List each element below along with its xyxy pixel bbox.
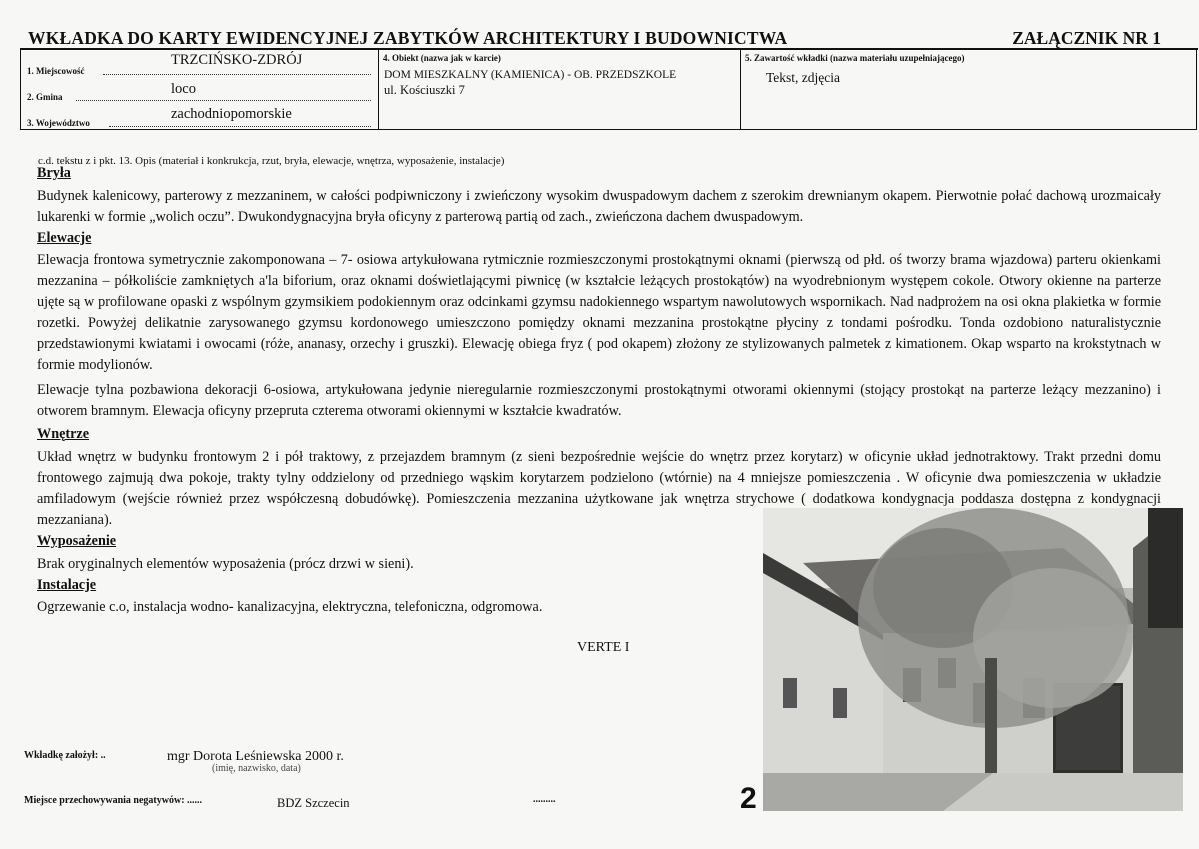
- object-box: [379, 50, 741, 130]
- object-name: DOM MIESZKALNY (KAMIENICA) - OB. PRZEDSZKOLE: [384, 69, 677, 81]
- heading-elewacje: Elewacje: [37, 230, 92, 246]
- paragraph-wnetrze: Układ wnętrz w budynku frontowym 2 i pół traktowy, z przejazdem bramnym (z sieni bezpośrednie wejście do wnętrz przez korytarz) w oficynie układ jednotraktowy. Trakt przedni domu frontowego zajmują dwa pokoje, trakty tylny oddzielony od przedniego wąskim korytarzem podzielono (wtórnie) na 4 mniejsze pomieszczenia . W oficynie dwa pomieszczenia w układzie amfiladowym (wejście również przez współczesną dobudówkę). Pomieszczenia mezzanina użytkowane jak wnętrza strychowe ( dodatkowa kondygnacja poddasza dostępna z kondygnacji mezzaniana).: [37, 449, 1161, 528]
- author-label: Wkładkę założył: ..: [24, 750, 106, 761]
- footer-dots: .........: [533, 794, 556, 805]
- locality-dots: [103, 74, 371, 75]
- object-address: ul. Kościuszki 7: [384, 83, 465, 97]
- voivodeship-value: zachodniopomorskie: [171, 106, 292, 122]
- negatives-value: BDZ Szczecin: [277, 796, 350, 810]
- continuation-note: c.d. tekstu z i pkt. 13. Opis (materiał i konkrukcja, rzut, bryła, elewacje, wnętrza, wyposażenie, instalacje): [38, 155, 505, 167]
- commune-value: loco: [171, 81, 196, 97]
- commune-label: 2. Gmina: [27, 92, 63, 102]
- paragraph-elewacje: Elewacja frontowa symetrycznie zakomponowana – 7- osiowa artykułowana rytmicznie rozmieszczonymi prostokątnymi oknami (pierwszą od płd. oś tworzy brama wjazdowa) parteru okienkami mezzanina – półkoliście zamkniętych a'la biforium, oraz oknami doświetlającymi piwnicę (w kształcie leżących prostokątów) na wyodrebnionym występem cokole. Otwory okienne na parterze ujęte są w profilowane opaski z wspólnym gzymsikiem podokiennym oraz odcinkami gzymsu nadokiennego wspartym nawolutowych wspornikach. Nad nadprożem na osi okna plakietka w formie rozetki. Powyżej delikatnie zarysowanego gzymsu kordonowego umieszczono pomiędzy oknami mezzanina prostokątne płyciny z tondami pośrodku. Tonda ozdobiono naturalistycznie przedstawionymi kwiatami i owocami (róże, ananasy, orzechy i gruszki). Elewację obiega fryz ( pod okapem) złożony ze stylizowanych palmetek z kimationem. Okap wsparto na krokstytnach w formie modylionów.: [37, 252, 1161, 373]
- contents-value: Tekst, zdjęcia: [766, 70, 841, 85]
- paragraph-wyposazenie: Brak oryginalnych elementów wyposażenia (prócz drzwi w sieni).: [37, 556, 414, 572]
- form-title: WKŁADKA DO KARTY EWIDENCYJNEJ ZABYTKÓW ARCHITEKTURY I BUDOWNICTWA: [28, 28, 788, 48]
- verte-note: VERTE I: [577, 640, 630, 655]
- location-box: [20, 50, 379, 130]
- negatives-label: Miejsce przechowywania negatywów: ......: [24, 795, 203, 806]
- heading-bryla: Bryła: [37, 165, 71, 181]
- locality-value: TRZCIŃSKO-ZDRÓJ: [171, 52, 303, 68]
- page-number: 2: [740, 782, 757, 815]
- locality-label: 1. Miejscowość: [27, 66, 85, 76]
- commune-dots: [76, 100, 371, 101]
- heading-wnetrze: Wnętrze: [37, 426, 89, 442]
- voivodeship-dots: [109, 126, 371, 127]
- author-value: mgr Dorota Leśniewska 2000 r.: [167, 749, 344, 764]
- voivodeship-label: 3. Województwo: [27, 118, 90, 128]
- building-photo: [763, 508, 1183, 811]
- paragraph-elewacje-rear: Elewacje tylna pozbawiona dekoracji 6-osiowa, artykułowana jedynie nieregularnie rozmieszczonymi prostokątnymi otworami okiennymi (stojący prostokąt na parterze leżący mezzanino) i otworem bramnym. Elewacja oficyny przepruta czterema otworami okiennymi w kształcie kwadratów.: [37, 382, 1161, 419]
- heading-instalacje: Instalacje: [37, 577, 97, 593]
- heading-wyposazenie: Wyposażenie: [37, 533, 117, 549]
- paragraph-instalacje: Ogrzewanie c.o, instalacja wodno- kanalizacyjna, elektryczna, telefoniczna, odgromowa.: [37, 599, 543, 615]
- contents-box: [741, 50, 1197, 130]
- object-label: 4. Obiekt (nazwa jak w karcie): [383, 53, 501, 63]
- paragraph-bryla: Budynek kalenicowy, parterowy z mezzaninem, w całości podpiwniczony i zwieńczony wysokim dwuspadowym dachem z szerokim drewnianym okapem. Pierwotnie połać dachową urozmaicały lukarenki w formie „wolich oczu”. Dwukondygnacyjna bryła oficyny z parterową partią od zach., zwieńczona dachem dwuspadowym.: [37, 188, 1161, 225]
- annex-number: ZAŁĄCZNIK NR 1: [1012, 28, 1161, 48]
- contents-label: 5. Zawartość wkładki (nazwa materiału uzupełniającego): [745, 53, 965, 63]
- author-caption: (imię, nazwisko, data): [212, 763, 301, 774]
